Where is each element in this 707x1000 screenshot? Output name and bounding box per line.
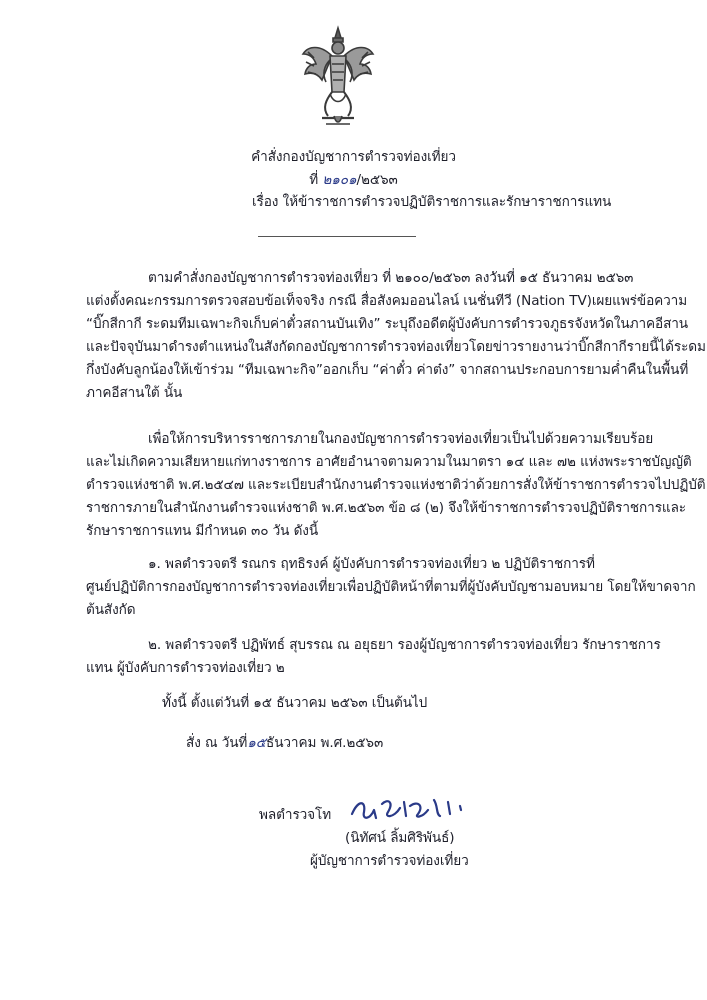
garuda-emblem-icon (300, 24, 376, 132)
para1-line: แต่งตั้งคณะกรรมการตรวจสอบข้อเท็จจริง กรณี สื่อสังคมออนไลน์ เนชั่นทีวี (Nation TV)เผยแพร่ข้อความ (86, 293, 688, 309)
para1-line: ภาคอีสานใต้ นั้น (86, 385, 183, 401)
handwritten-signature-icon (348, 792, 473, 826)
ordered-date-suffix: ธันวาคม พ.ศ.๒๕๖๓ (266, 735, 384, 751)
item1-line: ต้นสังกัด (86, 602, 136, 618)
item1-line: ๑. พลตำรวจตรี รณกร ฤทธิรงค์ ผู้บังคับการตำรวจท่องเที่ยว ๒ ปฏิบัติราชการที่ (148, 556, 595, 572)
order-number-handwritten: ๒๑๐๑ (322, 172, 357, 188)
header-divider (258, 236, 416, 237)
signer-position: ผู้บัญชาการตำรวจท่องเที่ยว (310, 853, 469, 869)
para2-line: และไม่เกิดความเสียหายแก่ทางราชการ อาศัยอำนาจตามความในมาตรา ๑๔ และ ๗๒ แห่งพระราชบัญญัติ (86, 454, 692, 470)
para1-line: “บิ๊กสีกากี ระดมทีมเฉพาะกิจเก็บค่าตั๋วสถานบันเทิง” ระบุถึงอดีตผู้บังคับการตำรวจภูธรจังหวัดในภาคอีสาน (86, 316, 688, 332)
para2-line: รักษาราชการแทน มีกำหนด ๓๐ วัน ดังนี้ (86, 523, 319, 539)
para1-line: ตามคำสั่งกองบัญชาการตำรวจท่องเที่ยว ที่ ๒๑๐๐/๒๕๖๓ ลงวันที่ ๑๕ ธันวาคม ๒๕๖๓ (148, 270, 634, 286)
para2-line: ราชการภายในสำนักงานตำรวจแห่งชาติ พ.ศ.๒๕๖๓ ข้อ ๘ (๒) จึงให้ข้าราชการตำรวจปฏิบัติราชการและ (86, 500, 687, 516)
signer-name: (นิทัศน์ ลิ้มศิริพันธ์) (345, 830, 455, 846)
effective-date: ทั้งนี้ ตั้งแต่วันที่ ๑๕ ธันวาคม ๒๕๖๓ เป็นต้นไป (162, 695, 428, 711)
order-number-suffix: /๒๕๖๓ (356, 172, 398, 188)
para2-line: ตำรวจแห่งชาติ พ.ศ.๒๕๔๗ และระเบียบสำนักงานตำรวจแห่งชาติว่าด้วยการสั่งให้ข้าราชการตำรวจไปปฏิบัติ (86, 477, 706, 493)
order-subject: เรื่อง ให้ข้าราชการตำรวจปฏิบัติราชการและรักษาราชการแทน (252, 194, 612, 210)
order-number (0, 171, 707, 189)
order-number-prefix: ที่ (309, 172, 319, 188)
item1-line: ศูนย์ปฏิบัติการกองบัญชาการตำรวจท่องเที่ยวเพื่อปฏิบัติหน้าที่ตามที่ผู้บังคับบัญชามอบหมาย โดยให้ขาดจาก (86, 579, 696, 595)
para2-line: เพื่อให้การบริหารราชการภายในกองบัญชาการตำรวจท่องเที่ยวเป็นไปด้วยความเรียบร้อย (148, 431, 654, 447)
ordered-date-prefix: สั่ง ณ วันที่ (186, 735, 248, 751)
item2-line: แทน ผู้บังคับการตำรวจท่องเที่ยว ๒ (86, 660, 285, 676)
para1-line: และปัจจุบันมาดำรงตำแหน่งในสังกัดกองบัญชาการตำรวจท่องเที่ยวโดยข่าวรายงานว่าบิ๊กสีกากีรายนี้ได้ระดม (86, 339, 706, 355)
ordered-date (186, 734, 383, 752)
ordered-day-handwritten: ๑๕ (247, 735, 266, 751)
para1-line: กึ่งบังคับลูกน้องให้เข้าร่วม “ทีมเฉพาะกิจ”ออกเก็บ “ค่าตั๋ว ค่าต๋ง” จากสถานประกอบการยามค่ำคืนในพื้นที่ (86, 362, 689, 378)
item2-line: ๒. พลตำรวจตรี ปฏิพัทธ์ สุบรรณ ณ อยุธยา รองผู้บัญชาการตำรวจท่องเที่ยว รักษาราชการ (148, 637, 661, 653)
order-title: คำสั่งกองบัญชาการตำรวจท่องเที่ยว (251, 149, 456, 165)
signer-rank: พลตำรวจโท (259, 807, 332, 823)
